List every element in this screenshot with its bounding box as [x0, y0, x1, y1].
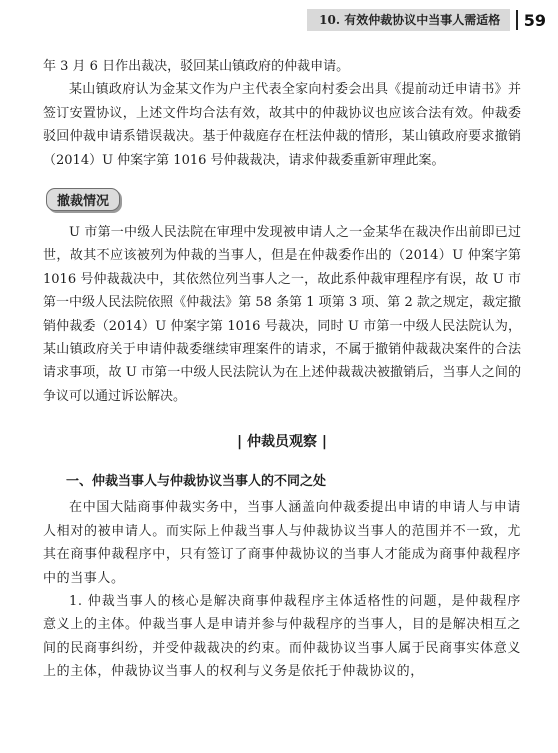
sub-heading: 一、仲裁当事人与仲裁协议当事人的不同之处 [66, 474, 327, 490]
paragraph-point-one: 1. 仲裁当事人的核心是解决商事仲裁程序主体适格性的问题，是仲裁程序意义上的主体。仲裁当事人是申请并参与仲裁程序的当事人，目的是解决相互之间的民商事纠纷，并受仲裁裁决的约束。而仲裁协议当事人属于民商事实体意义上的主体，仲裁协议当事人的权利与义务是依托于仲裁协议的， [43, 593, 521, 680]
section-tag-revocation: 撤裁情况 [46, 188, 120, 211]
paragraph-parties-difference: 在中国大陆商事仲裁实务中，当事人涵盖向仲裁委提出申请的申请人与申请人相对的被申请人。而实际上仲裁当事人与仲裁协议当事人的范围并不一致，尤其在商事仲裁程序中，只有签订了商事仲裁协议的当事人才能成为商事仲裁程序中的当事人。 [43, 500, 521, 586]
page-body [43, 55, 521, 684]
section-title-arbitrator-observation: | 仲裁员观察 | [237, 434, 327, 451]
running-header [307, 9, 546, 31]
header-divider [516, 10, 518, 30]
paragraph-government-claim: 某山镇政府认为金某文作为户主代表全家向村委会出具《提前动迁申请书》并签订安置协议，上述文件均合法有效，故其中的仲裁协议也应该合法有效。仲裁委驳回仲裁申请系错误裁决。基于仲裁庭存在枉法仲裁的情形，某山镇政府要求撤销（2014）U 仲案字第 1016 号仲裁裁决，请求仲裁委重新审理此案。 [43, 82, 521, 168]
paragraph-court-ruling: U 市第一中级人民法院在审理中发现被申请人之一金某华在裁决作出前即已过世，故其不应该被列为仲裁的当事人，但是在仲裁委作出的（2014）U 仲案字第 1016 号仲裁裁决中，其依然位列当事人之一，故此系仲裁审理程序有误，故 U 市第一中级人民法院依照《仲裁法》第 58 条第 1 项第 3 项、第 2 款之规定，裁定撤销仲裁委（2014）U 仲案字第 1016 号裁决，同时 U 市第一中级人民法院认为，某山镇政府关于申请仲裁委继续审理案件的请求，不属于撤销仲裁裁决案件的合法请求事项，故 U 市第一中级人民法院认为在上述仲裁裁决被撤销后，当事人之间的争议可以通过诉讼解决。 [43, 225, 521, 404]
chapter-title: 10. 有效仲裁协议中当事人需适格 [307, 9, 510, 31]
paragraph-continued: 年 3 月 6 日作出裁决，驳回某山镇政府的仲裁申请。 [43, 59, 350, 74]
page-number: 59 [523, 10, 546, 30]
